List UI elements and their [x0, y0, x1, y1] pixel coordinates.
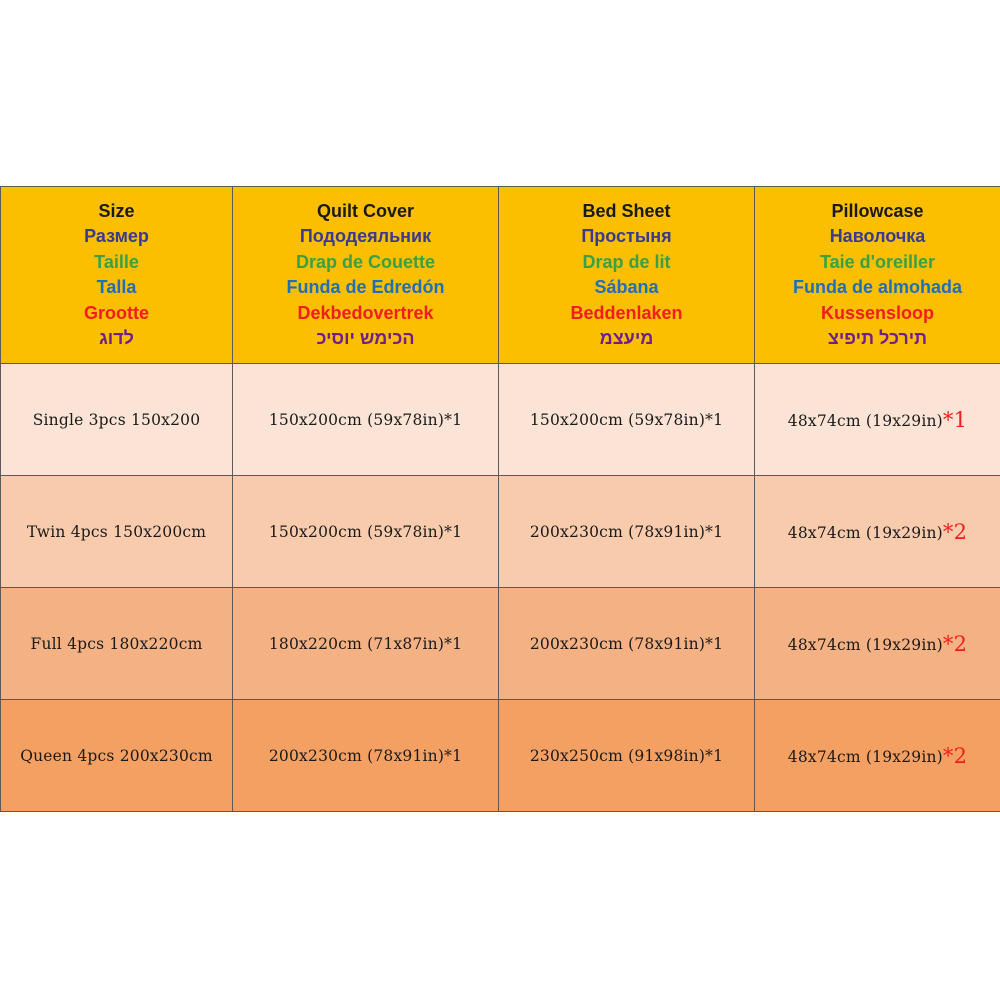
table-row	[1, 700, 1000, 812]
pillowcase-quantity: *2	[942, 519, 968, 544]
quilt-cover-cell: 200x230cm (78x91in)*1	[233, 700, 499, 812]
header-pillowcase	[755, 187, 1000, 364]
header-label-en: Bed Sheet	[582, 200, 671, 221]
size-cell: Twin 4pcs 150x200cm	[1, 476, 233, 588]
header-label-es: Funda de almohada	[792, 277, 963, 297]
header-label-ru: Размер	[84, 226, 149, 246]
pillowcase-cell	[755, 700, 1000, 812]
bed-sheet-cell: 230x250cm (91x98in)*1	[499, 700, 755, 812]
size-cell: Queen 4pcs 200x230cm	[1, 700, 233, 812]
quilt-cover-cell: 150x200cm (59x78in)*1	[233, 364, 499, 476]
pillowcase-size: 48x74cm (19x29in)	[787, 747, 943, 766]
header-label-en: Size	[98, 200, 135, 221]
pillowcase-quantity: *2	[942, 631, 968, 656]
header-label-he: תירכל תיפיצ	[827, 328, 928, 348]
table-row	[1, 364, 1000, 476]
header-label-es: Funda de Edredón	[286, 277, 445, 297]
pillowcase-cell	[755, 588, 1000, 700]
header-label-ru: Пододеяльник	[299, 226, 432, 246]
bed-sheet-cell: 200x230cm (78x91in)*1	[499, 476, 755, 588]
header-label-ru: Наволочка	[829, 226, 926, 246]
size-cell: Full 4pcs 180x220cm	[1, 588, 233, 700]
header-label-nl: Beddenlaken	[570, 302, 683, 323]
header-label-en: Quilt Cover	[316, 200, 414, 221]
header-bed-sheet	[499, 187, 755, 364]
bed-sheet-cell: 150x200cm (59x78in)*1	[499, 364, 755, 476]
bed-sheet-cell: 200x230cm (78x91in)*1	[499, 588, 755, 700]
size-chart-table	[0, 186, 1000, 812]
pillowcase-quantity: *2	[942, 743, 968, 768]
header-label-nl: Dekbedovertrek	[297, 302, 434, 323]
size-cell: Single 3pcs 150x200	[1, 364, 233, 476]
pillowcase-size: 48x74cm (19x29in)	[787, 635, 943, 654]
header-label-he: הכימש יוסיכ	[316, 328, 415, 348]
table-row	[1, 476, 1000, 588]
quilt-cover-cell: 150x200cm (59x78in)*1	[233, 476, 499, 588]
header-label-es: Talla	[96, 277, 137, 297]
header-label-en: Pillowcase	[831, 200, 924, 221]
pillowcase-size: 48x74cm (19x29in)	[787, 411, 943, 430]
header-row	[1, 187, 1000, 364]
header-label-nl: Grootte	[84, 302, 149, 323]
header-label-fr: Drap de Couette	[295, 251, 436, 272]
table-row	[1, 588, 1000, 700]
header-label-he: לדוג	[99, 328, 134, 348]
pillowcase-cell	[755, 364, 1000, 476]
header-label-fr: Drap de lit	[582, 251, 671, 272]
header-label-fr: Taie d'oreiller	[820, 251, 935, 272]
header-label-nl: Kussensloop	[820, 302, 935, 323]
header-label-he: מיעצמ	[599, 328, 654, 348]
pillowcase-quantity: *1	[942, 407, 968, 432]
quilt-cover-cell: 180x220cm (71x87in)*1	[233, 588, 499, 700]
header-size	[1, 187, 233, 364]
header-label-ru: Простыня	[581, 226, 672, 246]
header-label-fr: Taille	[94, 251, 139, 272]
pillowcase-cell	[755, 476, 1000, 588]
header-quilt-cover	[233, 187, 499, 364]
pillowcase-size: 48x74cm (19x29in)	[787, 523, 943, 542]
header-label-es: Sábana	[594, 277, 659, 297]
